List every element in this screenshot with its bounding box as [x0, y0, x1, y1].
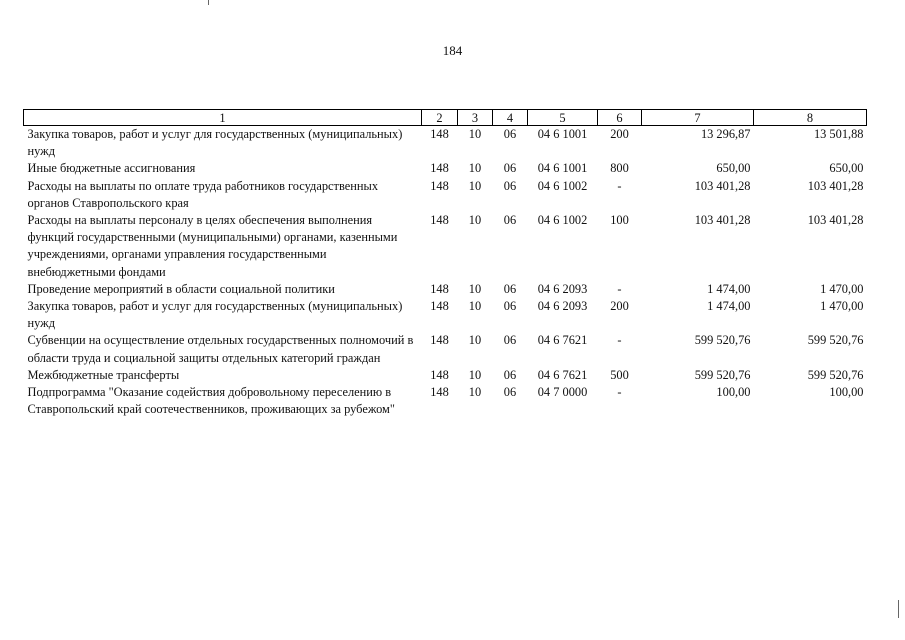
column-header: 5: [528, 110, 598, 126]
target-code: 04 6 1002: [537, 178, 588, 193]
ministry-code: 148: [430, 385, 449, 400]
amount-col7: 13 296,87: [700, 127, 751, 141]
column-header: 2: [422, 110, 458, 126]
amount-col8: 13 501,88: [813, 127, 864, 141]
row-name: Субвенции на осуществление отдельных государственных полномочий в области труда и социальной защиты отдельных категорий граждан: [27, 333, 414, 365]
row-name: Проведение мероприятий в области социальной политики: [27, 281, 335, 296]
subsection-code: 06: [503, 333, 517, 348]
section-code: 10: [468, 127, 482, 141]
section-code: 10: [468, 367, 482, 382]
section-code: 10: [468, 161, 482, 176]
target-code: 04 6 1001: [537, 127, 588, 141]
column-header: 7: [642, 110, 754, 126]
amount-col7: 1 474,00: [707, 281, 751, 296]
target-code: 04 6 7621: [537, 333, 588, 348]
amount-col8: 1 470,00: [820, 281, 864, 296]
amount-col7: 103 401,28: [694, 178, 751, 193]
section-code: 10: [468, 178, 482, 193]
target-code: 04 6 1002: [537, 213, 588, 228]
column-header: 6: [598, 110, 642, 126]
column-header: 3: [458, 110, 493, 126]
expense-type-code: 200: [610, 127, 629, 141]
table-row: [24, 178, 867, 212]
target-code: 04 6 1001: [537, 161, 588, 176]
amount-col8: 650,00: [829, 161, 864, 176]
table-row: [24, 212, 867, 281]
ministry-code: 148: [430, 178, 449, 193]
section-code: 10: [468, 213, 482, 228]
amount-col7: 103 401,28: [694, 213, 751, 228]
subsection-code: 06: [503, 161, 517, 176]
target-code: 04 6 2093: [537, 281, 588, 296]
expense-type-code: -: [617, 333, 622, 348]
table-row: [24, 367, 867, 384]
amount-col7: 100,00: [716, 385, 751, 400]
target-code: 04 6 2093: [537, 299, 588, 314]
page-number: 184: [442, 43, 463, 58]
expense-type-code: -: [617, 385, 622, 400]
subsection-code: 06: [503, 299, 517, 314]
row-name: Закупка товаров, работ и услуг для государственных (муниципальных) нужд: [27, 299, 403, 331]
row-name: Межбюджетные трансферты: [27, 367, 180, 382]
expense-type-code: -: [617, 281, 622, 296]
section-code: 10: [468, 281, 482, 296]
column-header: 4: [493, 110, 528, 126]
amount-col7: 650,00: [716, 161, 751, 176]
target-code: 04 7 0000: [537, 385, 588, 400]
expense-type-code: 500: [610, 367, 629, 382]
budget-table: [23, 109, 867, 418]
ministry-code: 148: [430, 367, 449, 382]
ministry-code: 148: [430, 161, 449, 176]
table-row: [24, 160, 867, 177]
ministry-code: 148: [430, 213, 449, 228]
column-header: 8: [754, 110, 867, 126]
expense-type-code: 200: [610, 299, 629, 314]
scan-artifact: [898, 600, 899, 618]
ministry-code: 148: [430, 333, 449, 348]
table-row: [24, 384, 867, 418]
scan-artifact: [208, 0, 209, 5]
target-code: 04 6 7621: [537, 367, 588, 382]
expense-type-code: -: [617, 178, 622, 193]
table-row: [24, 332, 867, 366]
section-code: 10: [468, 385, 482, 400]
table-row: [24, 281, 867, 298]
ministry-code: 148: [430, 281, 449, 296]
amount-col8: 599 520,76: [807, 333, 864, 348]
ministry-code: 148: [430, 127, 449, 141]
row-name: Расходы на выплаты персоналу в целях обеспечения выполнения функций государственными (муниципальными) органами, казенными учреждениями, органами управления государственными внебюджетными фондами: [27, 213, 398, 279]
section-code: 10: [468, 299, 482, 314]
table-row: [24, 298, 867, 332]
table-row: [24, 126, 867, 161]
subsection-code: 06: [503, 367, 517, 382]
amount-col8: 103 401,28: [807, 178, 864, 193]
ministry-code: 148: [430, 299, 449, 314]
amount-col8: 599 520,76: [807, 367, 864, 382]
amount-col7: 599 520,76: [694, 333, 751, 348]
subsection-code: 06: [503, 281, 517, 296]
amount-col8: 1 470,00: [820, 299, 864, 314]
amount-col7: 1 474,00: [707, 299, 751, 314]
subsection-code: 06: [503, 178, 517, 193]
subsection-code: 06: [503, 385, 517, 400]
expense-type-code: 100: [610, 213, 629, 228]
subsection-code: 06: [503, 127, 517, 141]
subsection-code: 06: [503, 213, 517, 228]
amount-col8: 100,00: [829, 385, 864, 400]
row-name: Закупка товаров, работ и услуг для государственных (муниципальных) нужд: [27, 127, 403, 159]
row-name: Расходы на выплаты по оплате труда работников государственных органов Ставропольского края: [27, 178, 379, 210]
row-name: Иные бюджетные ассигнования: [27, 161, 196, 176]
amount-col8: 103 401,28: [807, 213, 864, 228]
row-name: Подпрограмма "Оказание содействия добровольному переселению в Ставропольский край соотечественников, проживающих за рубежом": [27, 385, 395, 417]
section-code: 10: [468, 333, 482, 348]
expense-type-code: 800: [610, 161, 629, 176]
table-header-row: [24, 110, 867, 126]
column-header: 1: [24, 110, 422, 126]
amount-col7: 599 520,76: [694, 367, 751, 382]
